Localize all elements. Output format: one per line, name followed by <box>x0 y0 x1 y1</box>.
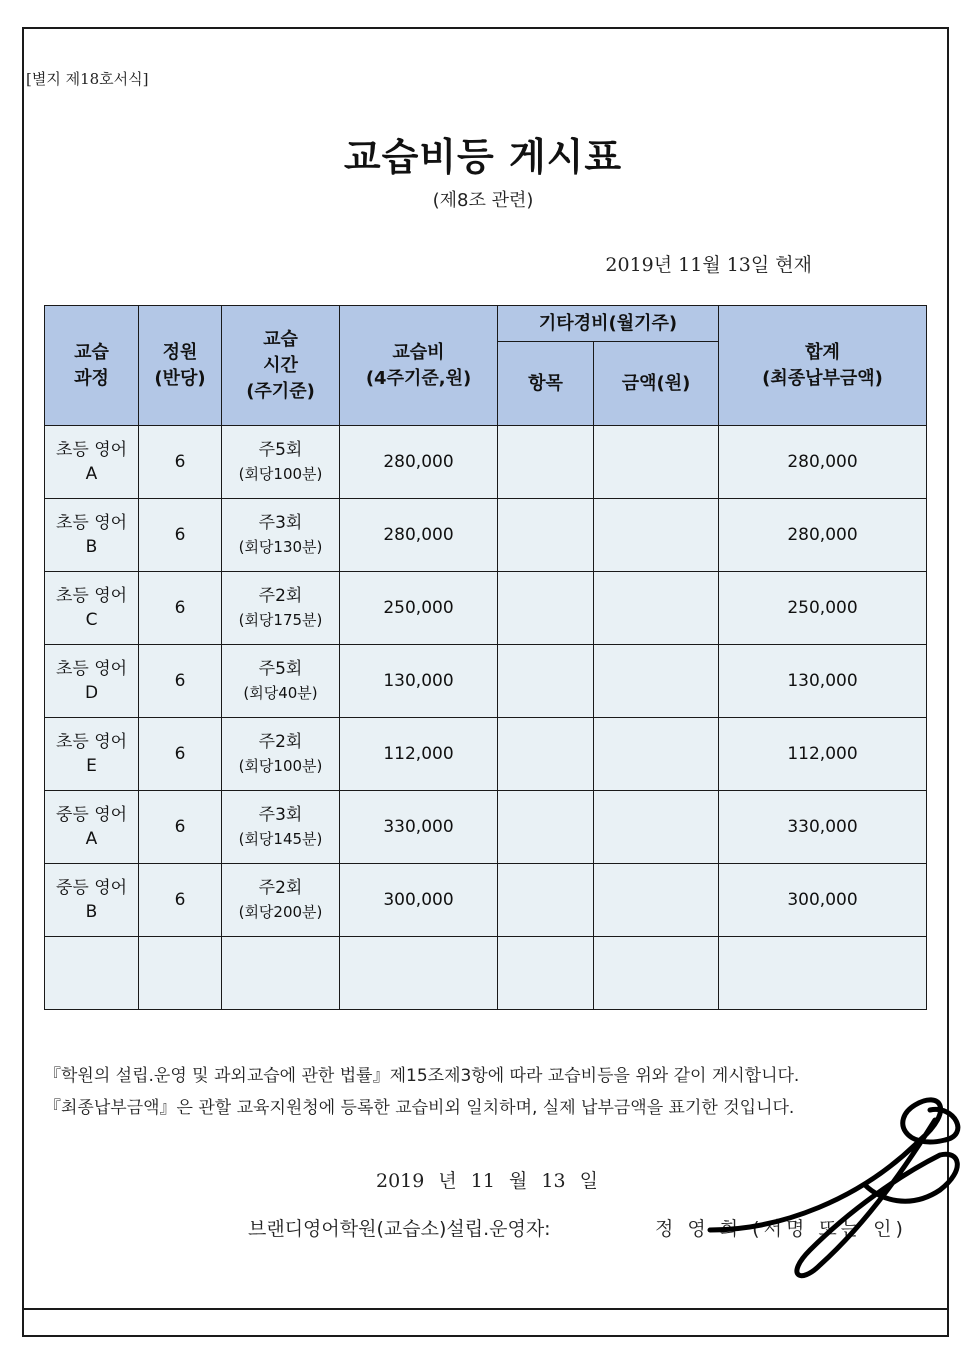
fee-cell: 280,000 <box>340 499 498 572</box>
table-row <box>45 864 927 937</box>
as-of-date: 2019년 11월 13일 현재 <box>605 254 812 276</box>
course-cell: 초등 영어 C <box>45 572 139 645</box>
page-subtitle: (제8조 관련) <box>432 190 534 211</box>
item-cell <box>498 718 594 791</box>
header-total: 합계 (최종납부금액) <box>719 306 927 426</box>
hours-cell: 주2회 (회당175분) <box>222 572 340 645</box>
total-cell: 300,000 <box>719 864 927 937</box>
form-number-label: [별지 제18호서식] <box>26 70 149 88</box>
table-row <box>45 645 927 718</box>
course-cell: 중등 영어 B <box>45 864 139 937</box>
item-cell <box>498 426 594 499</box>
page-title: 교습비등 게시표 <box>343 135 623 179</box>
signer-name: 정 영 희 (서명 또는 인) <box>655 1218 907 1240</box>
amount-cell <box>594 791 719 864</box>
header-capacity: 정원 (반당) <box>139 306 222 426</box>
header-fee: 교습비 (4주기준,원) <box>340 306 498 426</box>
signer-label: 브랜디영어학원(교습소)설립.운영자: <box>248 1218 551 1240</box>
hours-cell: 주3회 (회당145분) <box>222 791 340 864</box>
item-cell <box>498 791 594 864</box>
header-item: 항목 <box>498 342 594 426</box>
total-cell <box>719 937 927 1010</box>
table-row <box>45 499 927 572</box>
header-course: 교습 과정 <box>45 306 139 426</box>
fee-cell: 280,000 <box>340 426 498 499</box>
course-cell: 초등 영어 E <box>45 718 139 791</box>
header-amount: 금액(원) <box>594 342 719 426</box>
fee-cell: 250,000 <box>340 572 498 645</box>
total-cell: 112,000 <box>719 718 927 791</box>
hours-cell: 주5회 (회당100분) <box>222 426 340 499</box>
capacity-cell: 6 <box>139 645 222 718</box>
amount-cell <box>594 718 719 791</box>
amount-cell <box>594 572 719 645</box>
course-cell: 초등 영어 B <box>45 499 139 572</box>
hours-cell: 주2회 (회당200분) <box>222 864 340 937</box>
fee-cell: 300,000 <box>340 864 498 937</box>
table-row <box>45 426 927 499</box>
header-other-costs: 기타경비(월기주) <box>498 306 719 342</box>
notice-line: 『학원의 설립.운영 및 과외교습에 관한 법률』제15조제3항에 따라 교습비등을 위와 같이 게시합니다. <box>44 1066 800 1086</box>
table-row <box>45 572 927 645</box>
table-row <box>45 718 927 791</box>
signing-date: 2019 년 11 월 13 일 <box>376 1170 598 1192</box>
tuition-fee-table <box>44 305 927 1010</box>
item-cell <box>498 937 594 1010</box>
course-cell <box>45 937 139 1010</box>
notice-line: 『최종납부금액』은 관할 교육지원청에 등록한 교습비외 일치하며, 실제 납부금액을 표기한 것입니다. <box>44 1098 795 1118</box>
course-cell: 중등 영어 A <box>45 791 139 864</box>
hours-cell: 주3회 (회당130분) <box>222 499 340 572</box>
amount-cell <box>594 864 719 937</box>
amount-cell <box>594 426 719 499</box>
total-cell: 280,000 <box>719 499 927 572</box>
fee-cell: 330,000 <box>340 791 498 864</box>
hours-cell: 주5회 (회당40분) <box>222 645 340 718</box>
notice-text <box>44 1060 799 1124</box>
capacity-cell: 6 <box>139 791 222 864</box>
fee-table-body <box>45 426 927 1010</box>
item-cell <box>498 864 594 937</box>
total-cell: 250,000 <box>719 572 927 645</box>
item-cell <box>498 645 594 718</box>
fee-cell <box>340 937 498 1010</box>
total-cell: 130,000 <box>719 645 927 718</box>
amount-cell <box>594 937 719 1010</box>
fee-cell: 130,000 <box>340 645 498 718</box>
capacity-cell <box>139 937 222 1010</box>
capacity-cell: 6 <box>139 426 222 499</box>
capacity-cell: 6 <box>139 499 222 572</box>
item-cell <box>498 572 594 645</box>
capacity-cell: 6 <box>139 572 222 645</box>
item-cell <box>498 499 594 572</box>
table-row <box>45 937 927 1010</box>
capacity-cell: 6 <box>139 718 222 791</box>
total-cell: 330,000 <box>719 791 927 864</box>
total-cell: 280,000 <box>719 426 927 499</box>
amount-cell <box>594 499 719 572</box>
amount-cell <box>594 645 719 718</box>
header-hours: 교습 시간 (주기준) <box>222 306 340 426</box>
fee-cell: 112,000 <box>340 718 498 791</box>
bottom-divider <box>22 1308 949 1310</box>
handwritten-signature <box>690 1080 966 1290</box>
table-row <box>45 791 927 864</box>
hours-cell <box>222 937 340 1010</box>
course-cell: 초등 영어 D <box>45 645 139 718</box>
course-cell: 초등 영어 A <box>45 426 139 499</box>
hours-cell: 주2회 (회당100분) <box>222 718 340 791</box>
capacity-cell: 6 <box>139 864 222 937</box>
